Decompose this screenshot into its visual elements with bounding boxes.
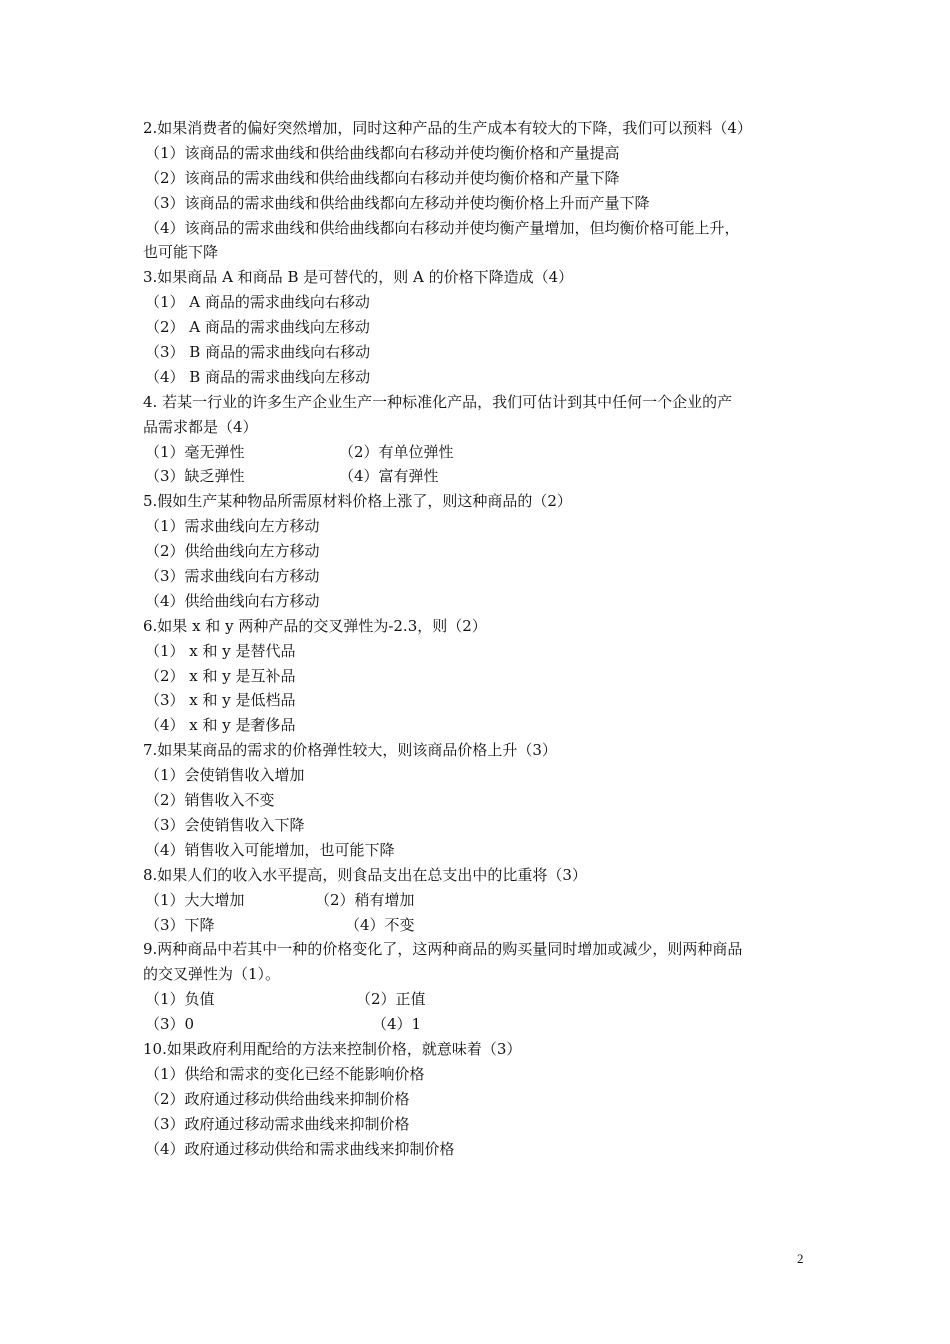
question-3-option-2: （2） A 商品的需求曲线向左移动 — [145, 318, 370, 337]
question-8-options-row-1 — [143, 888, 813, 913]
question-5-option-2: （2）供给曲线向左方移动 — [145, 542, 320, 561]
question-9-options-row-2 — [143, 1012, 813, 1037]
question-3-stem: 3.如果商品 A 和商品 B 是可替代的，则 A 的价格下降造成（4） — [143, 268, 574, 287]
question-4-stem: 4. 若某一行业的许多生产企业生产一种标准化产品，我们可估计到其中任何一个企业的产 — [143, 392, 733, 411]
question-3-option-4: （4） B 商品的需求曲线向左移动 — [145, 367, 371, 386]
question-8-option-1: （1）大大增加 — [145, 890, 245, 909]
question-8-options-row-2 — [143, 913, 813, 938]
question-2-option-4: （4）该商品的需求曲线和供给曲线都向右移动并使均衡产量增加，但均衡价格可能上升， — [145, 218, 740, 237]
question-8-option-4: （4）不变 — [345, 915, 415, 934]
question-5-option-3: （3）需求曲线向右方移动 — [145, 567, 320, 586]
question-2-option-2: （2）该商品的需求曲线和供给曲线都向右移动并使均衡价格和产量下降 — [145, 168, 620, 187]
question-6-option-3: （3） x 和 y 是低档品 — [145, 691, 296, 710]
question-8-stem: 8.如果人们的收入水平提高，则食品支出在总支出中的比重将（3） — [143, 865, 587, 884]
question-4-option-3: （3）缺乏弹性 — [145, 467, 245, 486]
question-2-option-4-continued: 也可能下降 — [143, 243, 219, 262]
question-7-option-1: （1）会使销售收入增加 — [145, 766, 305, 785]
question-7-stem: 7.如果某商品的需求的价格弹性较大，则该商品价格上升（3） — [143, 741, 557, 760]
question-7-option-3: （3）会使销售收入下降 — [145, 815, 305, 834]
question-7-option-2: （2）销售收入不变 — [145, 791, 275, 810]
question-9-option-2: （2）正值 — [356, 990, 426, 1009]
question-9-option-1: （1）负值 — [145, 990, 215, 1009]
question-7-option-4: （4）销售收入可能增加，也可能下降 — [145, 840, 395, 859]
question-2-stem: 2.如果消费者的偏好突然增加，同时这种产品的生产成本有较大的下降，我们可以预料（4） — [143, 119, 752, 137]
question-4-options-row-2 — [143, 464, 813, 489]
question-4-option-2: （2）有单位弹性 — [339, 442, 454, 461]
question-8-option-2: （2）稍有增加 — [315, 890, 415, 909]
question-9-option-4: （4）1 — [372, 1015, 422, 1034]
question-9-stem: 9.两种商品中若其中一种的价格变化了，这两种商品的购买量同时增加或减少，则两种商品 — [143, 940, 743, 959]
question-5-option-4: （4）供给曲线向右方移动 — [145, 591, 320, 610]
question-3-option-1: （1） A 商品的需求曲线向右移动 — [145, 293, 370, 312]
question-3-option-3: （3） B 商品的需求曲线向右移动 — [145, 343, 371, 362]
question-5-option-1: （1）需求曲线向左方移动 — [145, 517, 320, 536]
question-6-option-1: （1） x 和 y 是替代品 — [145, 641, 296, 660]
question-list — [143, 116, 813, 1161]
question-6-option-2: （2） x 和 y 是互补品 — [145, 666, 296, 685]
question-6-stem: 6.如果 x 和 y 两种产品的交叉弹性为-2.3，则（2） — [143, 616, 487, 635]
question-4-options-row-1 — [143, 440, 813, 465]
question-10-option-4: （4）政府通过移动供给和需求曲线来抑制价格 — [145, 1139, 455, 1158]
question-4-stem-continued: 品需求都是（4） — [143, 417, 258, 436]
question-4-option-1: （1）毫无弹性 — [145, 442, 245, 461]
page-number: 2 — [797, 1251, 804, 1266]
question-10-option-3: （3）政府通过移动需求曲线来抑制价格 — [145, 1114, 410, 1133]
question-10-stem: 10.如果政府利用配给的方法来控制价格，就意味着（3） — [143, 1039, 522, 1058]
question-5-stem: 5.假如生产某种物品所需原材料价格上涨了，则这种商品的（2） — [143, 492, 572, 511]
question-4-option-4: （4）富有弹性 — [339, 467, 439, 486]
question-10-option-2: （2）政府通过移动供给曲线来抑制价格 — [145, 1089, 410, 1108]
question-8-option-3: （3）下降 — [145, 915, 215, 934]
question-10-option-1: （1）供给和需求的变化已经不能影响价格 — [145, 1064, 425, 1083]
question-9-stem-continued: 的交叉弹性为（1）。 — [143, 965, 281, 984]
question-9-option-3: （3）0 — [145, 1015, 195, 1034]
question-6-option-4: （4） x 和 y 是奢侈品 — [145, 716, 296, 735]
question-2-option-3: （3）该商品的需求曲线和供给曲线都向左移动并使均衡价格上升而产量下降 — [145, 193, 650, 212]
question-2-option-1: （1）该商品的需求曲线和供给曲线都向右移动并使均衡价格和产量提高 — [145, 143, 620, 162]
question-9-options-row-1 — [143, 987, 813, 1012]
